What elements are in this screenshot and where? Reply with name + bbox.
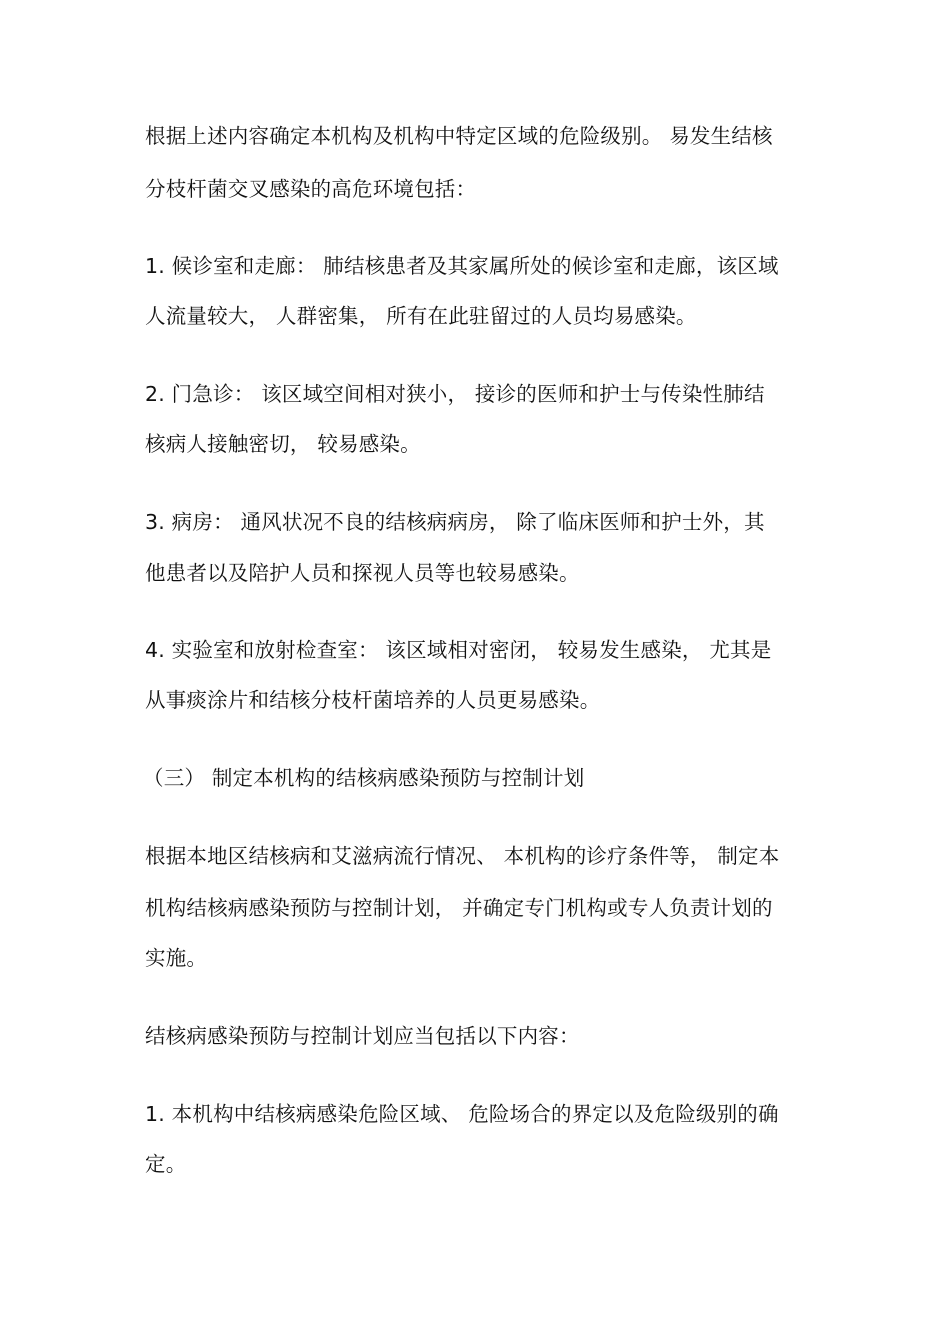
section-heading: （三） 制定本机构的结核病感染预防与控制计划	[143, 766, 585, 790]
list-item-line: 2. 门急诊： 该区域空间相对狭小， 接诊的医师和护士与传染性肺结	[145, 382, 765, 406]
paragraph-line: 实施。	[145, 946, 208, 970]
paragraph-line: 根据上述内容确定本机构及机构中特定区域的危险级别。 易发生结核	[145, 124, 773, 148]
list-item-line: 1. 候诊室和走廊： 肺结核患者及其家属所处的候诊室和走廊，该区域	[145, 254, 779, 278]
list-item-line: 核病人接触密切， 较易感染。	[145, 432, 421, 456]
paragraph-line: 根据本地区结核病和艾滋病流行情况、 本机构的诊疗条件等， 制定本	[145, 844, 780, 868]
list-item-line: 3. 病房： 通风状况不良的结核病病房， 除了临床医师和护士外，其	[145, 510, 765, 534]
paragraph-line: 分枝杆菌交叉感染的高危环境包括：	[145, 177, 477, 201]
list-item-line: 定。	[145, 1152, 187, 1176]
list-item-line: 1. 本机构中结核病感染危险区域、 危险场合的界定以及危险级别的确	[145, 1102, 779, 1126]
list-item-line: 从事痰涂片和结核分枝杆菌培养的人员更易感染。	[145, 688, 601, 712]
list-item-line: 4. 实验室和放射检查室： 该区域相对密闭， 较易发生感染， 尤其是	[145, 638, 772, 662]
list-item-line: 他患者以及陪护人员和探视人员等也较易感染。	[145, 561, 580, 585]
paragraph-line: 机构结核病感染预防与控制计划， 并确定专门机构或专人负责计划的	[145, 896, 773, 920]
paragraph-line: 结核病感染预防与控制计划应当包括以下内容：	[145, 1024, 580, 1048]
list-item-line: 人流量较大， 人群密集， 所有在此驻留过的人员均易感染。	[145, 304, 697, 328]
